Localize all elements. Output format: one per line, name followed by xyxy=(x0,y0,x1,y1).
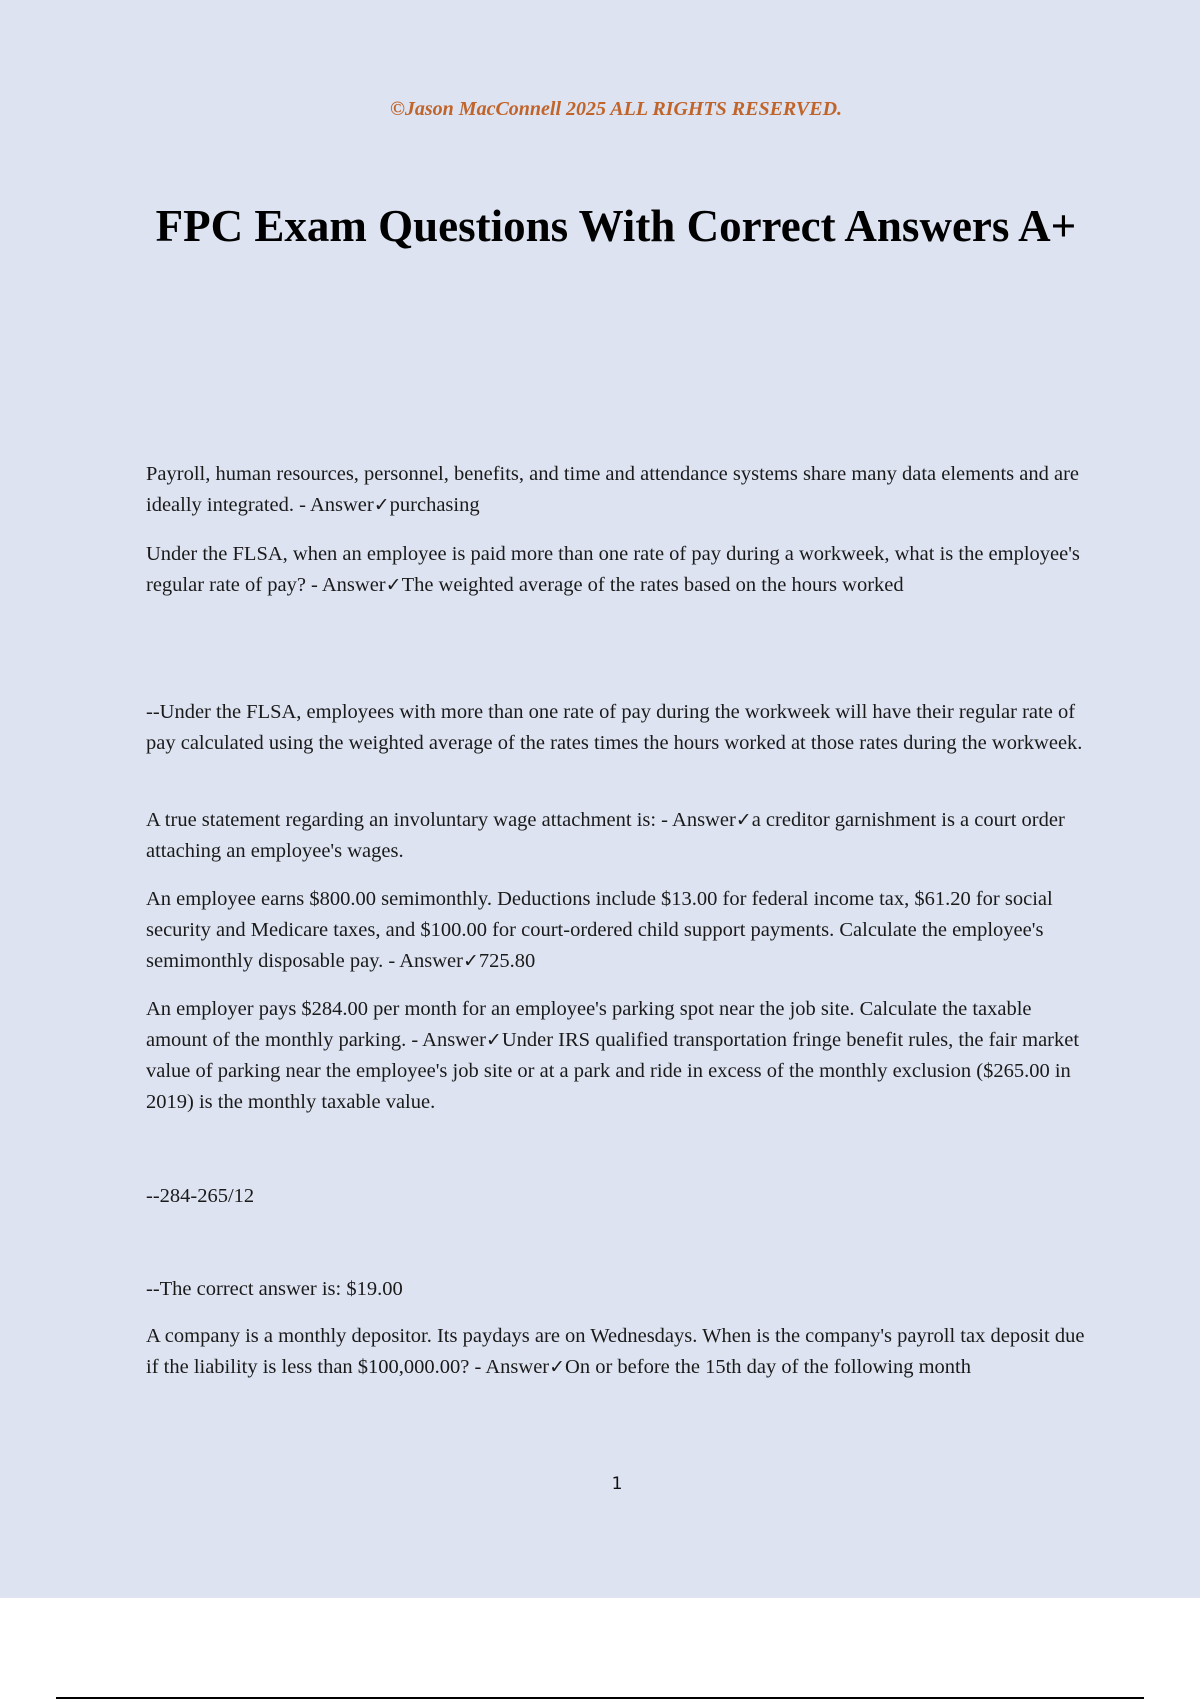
answer-text: The weighted average of the rates based on the hours worked xyxy=(401,574,904,596)
answer-label: Answer xyxy=(309,494,374,516)
question-text: A true statement regarding an involuntary wage attachment is: - xyxy=(146,809,673,831)
question-text: An employer pays $284.00 per month for an employee's parking spot near the job site. Calculate the taxable amount of the monthly parking. - xyxy=(146,998,1032,1051)
check-icon: ✓ xyxy=(549,1356,566,1378)
copyright-notice: ©Jason MacConnell 2025 ALL RIGHTS RESERVED. xyxy=(389,98,843,120)
answer-text: a creditor garnishment is a court order attaching an employee's wages. xyxy=(146,809,1065,862)
qa-item xyxy=(146,805,1086,867)
answer-text: Under IRS qualified transportation fringe benefit rules, the fair market value of parking near the employee's job site or at a park and ride in excess of the monthly exclusion ($265.00 in 2019) is the monthly taxable value. xyxy=(146,1029,1080,1113)
qa-item xyxy=(146,459,1086,521)
question-text: Payroll, human resources, personnel, benefits, and time and attendance systems share many data elements and are ideally integrated. - xyxy=(146,463,1080,516)
check-icon: ✓ xyxy=(735,809,752,831)
check-icon: ✓ xyxy=(485,1029,502,1051)
answer-label: Answer xyxy=(321,574,386,596)
answer-text: On or before the 15th day of the following month xyxy=(565,1356,971,1378)
explanation-text: --The correct answer is: $19.00 xyxy=(146,1278,403,1300)
qa-item xyxy=(146,994,1086,1118)
page-title: FPC Exam Questions With Correct Answers A+ xyxy=(155,201,1077,251)
answer-label: Answer xyxy=(422,1029,486,1051)
answer-text: purchasing xyxy=(389,494,480,516)
explanation-text: --284-265/12 xyxy=(146,1185,255,1207)
question-text: An employee earns $800.00 semimonthly. Deductions include $13.00 for federal income tax, $61.20 for social security and Medicare taxes, and $100.00 for court-ordered child support payments. Calculate the employee's semimonthly disposable pay. - xyxy=(146,888,1053,972)
answer-label: Answer xyxy=(485,1356,550,1378)
qa-item xyxy=(146,884,1086,977)
qa-item xyxy=(146,1321,1086,1383)
answer-label: Answer xyxy=(672,809,736,831)
check-icon: ✓ xyxy=(385,574,402,596)
check-icon: ✓ xyxy=(462,950,479,972)
explanation-text: --Under the FLSA, employees with more than one rate of pay during the workweek will have their regular rate of pay calculated using the weighted average of the rates times the hours worked at those rates during the workweek. xyxy=(146,701,1083,754)
answer-label: Answer xyxy=(399,950,463,972)
question-text: A company is a monthly depositor. Its paydays are on Wednesdays. When is the company's payroll tax deposit due if the liability is less than $100,000.00? - xyxy=(146,1325,1085,1378)
page-number: 1 xyxy=(611,1474,623,1494)
qa-item xyxy=(146,539,1086,601)
check-icon: ✓ xyxy=(373,494,390,516)
answer-text: 725.80 xyxy=(478,950,536,972)
page-divider xyxy=(56,1697,1144,1699)
question-text: Under the FLSA, when an employee is paid more than one rate of pay during a workweek, what is the employee's regular rate of pay? - xyxy=(146,543,1080,596)
